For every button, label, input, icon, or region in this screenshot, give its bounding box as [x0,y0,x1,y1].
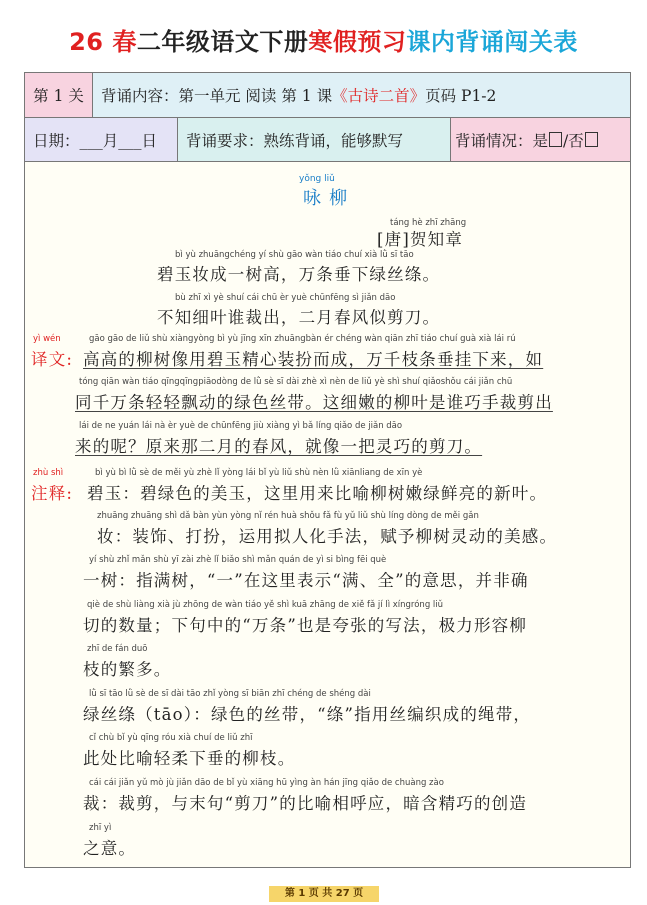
note-4-pinyin: qiè de shù liàng xià jù zhōng de wàn tiáo yě shì kuā zhāng de xiě fǎ jí lì xíngróng liǔ [87,600,444,610]
title-table: 课内背诵闯关表 [406,28,578,56]
translation-row-3-pinyin: lái de ne yuán lái nà èr yuè de chūnfēng jiù xiàng yì bǎ líng qiǎo de jiǎn dāo [79,421,403,431]
poem-line-2-pinyin: bù zhī xì yè shuí cái chū èr yuè chūnfēng sì jiǎn dāo [175,293,396,303]
note-6: 绿丝绦（tāo）：绿色的丝带，“绦”指用丝编织成的绳带， [83,705,532,724]
notes-label: 注释: [31,484,74,503]
note-8-pinyin: cái cái jiǎn yǔ mò jù jiǎn dāo de bǐ yù xiāng hū yìng àn hán jīng qiǎo de chuàng zào [89,778,444,788]
note-3: 一树：指满树，“一”在这里表示“满、全”的意思，并非确 [83,571,529,590]
note-8: 裁：裁剪，与末句“剪刀”的比喻相呼应，暗含精巧的创造 [83,794,528,813]
title-holiday: 寒假预习 [308,28,407,56]
page-title [0,22,647,57]
status-yes-label: 背诵情况：是 [455,131,549,150]
note-5: 枝的繁多。 [83,660,172,679]
content-suffix: 页码 P1-2 [425,87,497,105]
note-2: 妆：装饰、打扮，运用拟人化手法，赋予柳树灵动的美感。 [97,527,558,546]
note-3-pinyin: yí shù zhǐ mǎn shù yī zài zhè lǐ biǎo shì mǎn quán de yì si bìng fēi què [89,555,387,565]
note-9: 之意。 [83,839,137,858]
content-panel [24,162,631,868]
poem-line-1: 碧玉妆成一树高，万条垂下绿丝绦。 [157,265,441,284]
translation-row-2-pinyin: tóng qiān wàn tiáo qīngqīngpiāodòng de lǜ sè sī dài zhè xì nèn de liǔ yè shì shuí qiǎoshǒu cái jiǎn chū [79,377,513,387]
header-row-1 [24,72,631,118]
note-5-pinyin: zhī de fán duō [87,644,148,654]
note-4: 切的数量；下句中的“万条”也是夸张的写法，极力形容柳 [83,616,528,635]
note-1: 碧玉：碧绿色的美玉，这里用来比喻柳树嫩绿鲜亮的新叶。 [87,484,548,503]
content-book: 《古诗二首》 [332,87,426,105]
no-checkbox[interactable] [585,132,598,147]
poem-author: [唐]贺知章 [377,230,464,249]
requirement-cell: 背诵要求：熟练背诵，能够默写 [178,118,451,161]
status-no-label: /否 [563,131,584,150]
note-7-pinyin: cǐ chù bǐ yù qīng róu xià chuí de liǔ zhī [89,733,253,743]
note-7: 此处比喻轻柔下垂的柳枝。 [83,749,296,768]
note-9-pinyin: zhī yì [89,823,112,833]
content-cell [93,73,630,117]
status-cell [451,118,630,161]
translation-row-1-pinyin: gāo gāo de liǔ shù xiàngyòng bì yù jīng xīn zhuāngbàn ér chéng wàn qiān zhī tiáo chuí guà xià lái rú [89,334,516,344]
note-6-pinyin: lǜ sī tāo lǜ sè de sī dài tāo zhǐ yòng sī biān zhī chéng de shéng dài [89,689,371,699]
date-cell[interactable]: 日期：___月___日 [25,118,178,161]
translation-label: 译文: [31,350,74,369]
note-2-pinyin: zhuāng zhuāng shì dǎ bàn yùn yòng nǐ rén huà shǒu fǎ fù yǔ liǔ shù líng dòng de měi gǎn [97,511,479,521]
translation-label-pinyin: yì wén [33,334,61,344]
poem-line-1-pinyin: bì yù zhuāngchéng yí shù gāo wàn tiáo chuí xià lǜ sī tāo [175,250,414,260]
poem-title: 咏 柳 [303,188,349,209]
poem-title-pinyin: yǒng liǔ [299,174,335,184]
note-1-pinyin: bì yù bì lǜ sè de měi yù zhè lǐ yòng lái bǐ yù liǔ shù nèn lǜ xiānliang de xīn yè [95,468,423,478]
title-semester: 26 春 [69,28,137,56]
level-cell: 第 1 关 [25,73,93,117]
translation-row-2: 同千万条轻轻飘动的绿色丝带。这细嫩的柳叶是谁巧手裁剪出 [75,393,553,412]
author-pinyin: táng hè zhī zhāng [390,218,467,228]
page-number: 第 1 页 共 27 页 [269,886,379,902]
content-prefix: 背诵内容：第一单元 阅读 第 1 课 [101,87,333,105]
poem-line-2: 不知细叶谁裁出，二月春风似剪刀。 [157,308,441,327]
translation-row-3: 来的呢？原来那二月的春风，就像一把灵巧的剪刀。 [75,437,483,456]
title-grade: 二年级语文下册 [136,28,309,56]
header-row-2 [24,118,631,162]
translation-row-1: 高高的柳树像用碧玉精心装扮而成，万千枝条垂挂下来，如 [83,350,544,369]
yes-checkbox[interactable] [549,132,562,147]
notes-label-pinyin: zhù shì [33,468,64,478]
